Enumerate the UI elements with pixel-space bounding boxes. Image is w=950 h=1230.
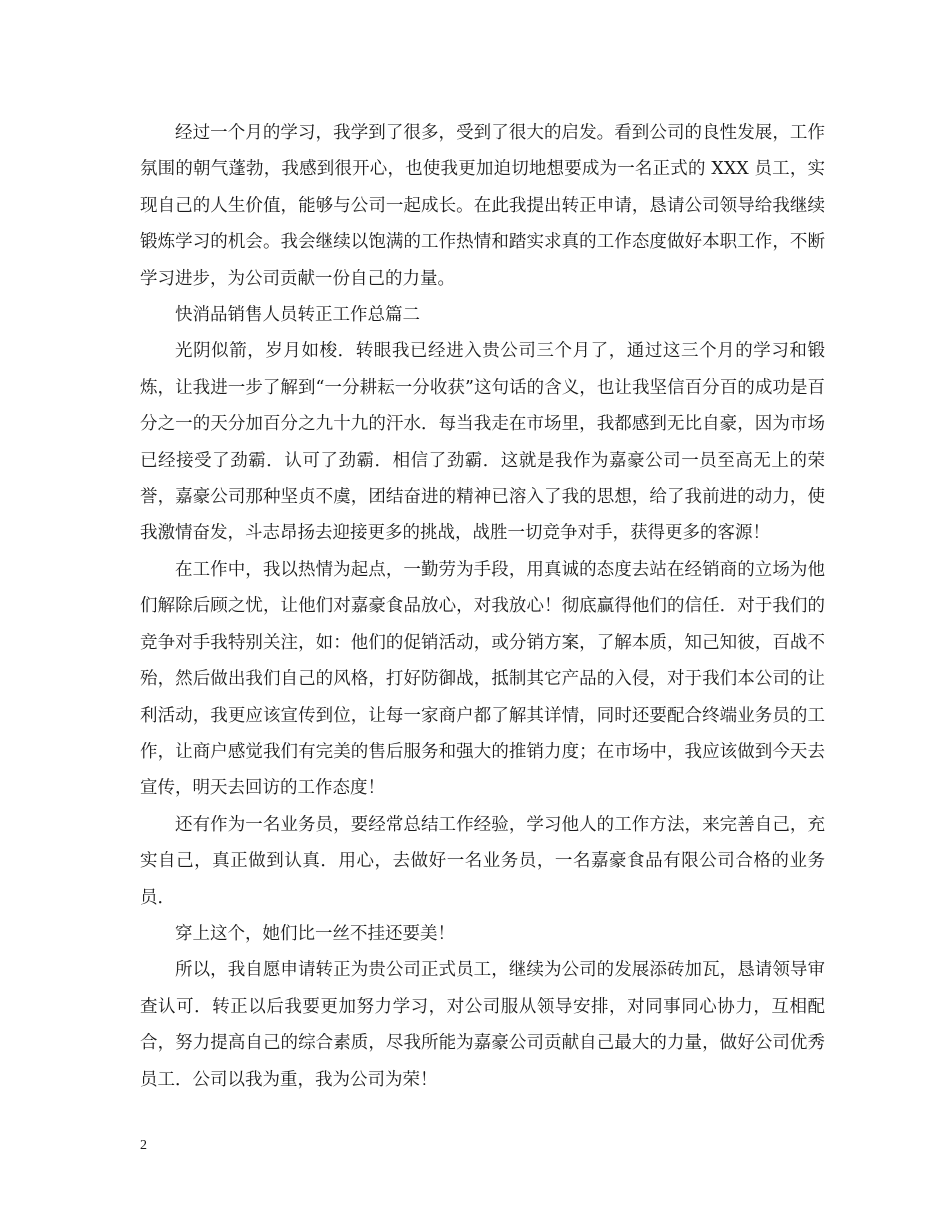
paragraph-4: 还有作为一名业务员，要经常总结工作经验，学习他人的工作方法，来完善自己，充实自己，真正做到认真．用心，去做好一名业务员，一名嘉豪食品有限公司合格的业务员． bbox=[140, 814, 825, 908]
paragraph-6: 所以，我自愿申请转正为贵公司正式员工，继续为公司的发展添砖加瓦，恳请领导审查认可．转正以后我要更加努力学习，对公司服从领导安排，对同事同心协力，互相配合，努力提高自己的综合素质，尽我所能为嘉豪公司贡献自己最大的力量，做好公司优秀员工．公司以我为重，我为公司为荣！ bbox=[140, 960, 825, 1090]
paragraph-2: 光阴似箭，岁月如梭．转眼我已经进入贵公司三个月了，通过这三个月的学习和锻炼，让我进一步了解到“一分耕耘一分收获”这句话的含义，也让我坚信百分百的成功是百分之一的天分加百分之九十九的汗水．每当我走在市场里，我都感到无比自豪，因为市场已经接受了劲霸．认可了劲霸．相信了劲霸．这就是我作为嘉豪公司一员至高无上的荣誉，嘉豪公司那种坚贞不虞，团结奋进的精神已溶入了我的思想，给了我前进的动力，使我激情奋发，斗志昂扬去迎接更多的挑战，战胜一切竞争对手，获得更多的客源！ bbox=[140, 341, 825, 544]
paragraph-1: 经过一个月的学习，我学到了很多，受到了很大的启发。看到公司的良性发展，工作氛围的朝气蓬勃，我感到很开心，也使我更加迫切地想要成为一名正式的 XXX 员工，实现自己的人生价值，能够与公司一起成长。在此我提出转正申请，恳请公司领导给我继续锻炼学习的机会。我会继续以饱满的工作热情和踏实求真的工作态度做好本职工作，不断学习进步，为公司贡献一份自己的力量。 bbox=[140, 123, 825, 289]
section-heading: 快消品销售人员转正工作总篇二 bbox=[175, 305, 420, 326]
page-number: 2 bbox=[140, 1138, 147, 1153]
document-body bbox=[140, 115, 825, 1098]
paragraph-5: 穿上这个，她们比一丝不挂还要美！ bbox=[175, 923, 455, 944]
paragraph-3: 在工作中，我以热情为起点，一勤劳为手段，用真诚的态度去站在经销商的立场为他们解除后顾之忧，让他们对嘉豪食品放心，对我放心！彻底赢得他们的信任．对于我们的竞争对手我特别关注，如：他们的促销活动，或分销方案，了解本质，知己知彼，百战不殆，然后做出我们自己的风格，打好防御战，抵制其它产品的入侵，对于我们本公司的让利活动，我更应该宣传到位，让每一家商户都了解其详情，同时还要配合终端业务员的工作，让商户感觉我们有完美的售后服务和强大的推销力度；在市场中，我应该做到今天去宣传，明天去回访的工作态度！ bbox=[140, 559, 825, 799]
